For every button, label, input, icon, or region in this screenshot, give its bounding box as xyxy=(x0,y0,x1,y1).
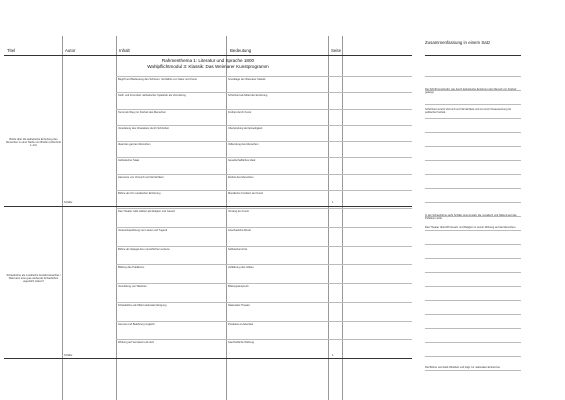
summary-row-line xyxy=(425,370,521,371)
summary-row-line xyxy=(425,146,521,147)
row-line xyxy=(116,92,412,93)
column-divider xyxy=(328,36,329,400)
group-separator xyxy=(4,206,412,207)
inhalt-cell: Veredelung des Charakters durch Schönheit xyxy=(118,126,169,130)
column-divider xyxy=(226,36,227,400)
row-line xyxy=(116,321,412,322)
column-divider xyxy=(116,36,117,400)
document-table xyxy=(4,36,412,400)
bedeutung-cell: Aufklärung des Volkes xyxy=(228,266,254,270)
inhalt-cell: Bildung des Publikums xyxy=(118,266,145,270)
summary-row-line xyxy=(425,118,521,119)
inhalt-cell: Genuss und Belehrung zugleich xyxy=(118,322,155,326)
inhalt-cell: Bühne als Spiegel des menschlichen Lebens xyxy=(118,247,170,251)
summary-row-line xyxy=(425,328,521,329)
summary-header-border xyxy=(425,55,521,56)
bedeutung-cell: Grundlage der Weimarer Klassik xyxy=(228,78,266,81)
titel-cell-group-1: Briefe über die ästhetische Erziehung des Menschen in einer Reihe von Briefen (Abschnitt 1–10) xyxy=(6,138,61,148)
summary-row-line xyxy=(425,230,521,231)
summary-row-line xyxy=(425,300,521,301)
row-line xyxy=(116,76,412,77)
inhalt-cell: Begriff und Bedeutung des Schönen; Verhältnis von Natur und Kunst xyxy=(118,78,197,81)
bedeutung-cell: Schönheit als Mittel der Erziehung xyxy=(228,94,268,98)
inhalt-cell: Das Theater wirkt stärker als Religion und Gesetz xyxy=(118,210,176,213)
row-line xyxy=(116,174,412,175)
bedeutung-cell: Selbsterkenntnis xyxy=(228,247,248,251)
autor-cell-group-1: Schiller xyxy=(64,201,73,204)
inhalt-cell: Stoff- und Formtrieb; ästhetischer Spieltrieb als Vermittlung xyxy=(118,94,186,98)
summary-row-line xyxy=(425,202,521,203)
summary-row-line xyxy=(425,90,521,91)
summary-row-line xyxy=(425,104,521,105)
summary-row-line xyxy=(425,342,521,343)
bedeutung-cell: Vollendung des Menschen xyxy=(228,143,259,146)
bedeutung-cell: Moralische Funktion der Kunst xyxy=(228,191,264,195)
summary-row-line xyxy=(425,132,521,133)
summary-column xyxy=(425,36,521,400)
bedeutung-cell: Einheit des Menschen xyxy=(228,175,254,179)
inhalt-cell: Ideal des ganzen Menschen xyxy=(118,143,151,146)
group-separator xyxy=(4,358,412,359)
inhalt-cell: Vermittlung von Weisheit xyxy=(118,285,147,288)
row-line xyxy=(116,246,412,247)
inhalt-cell: Wirkung auf Verstand und Herz xyxy=(118,341,155,345)
summary-row-line xyxy=(425,286,521,287)
summary-row-line xyxy=(425,216,521,217)
titel-cell-group-2: Schaubühne als moralische Anstalt betrachtet / Was kann eine gute stehende Schaubühne eigentlich wirken? xyxy=(6,274,61,284)
inhalt-cell: Kunst als Weg zur Freiheit des Menschen xyxy=(118,110,166,114)
header-seite: Seite xyxy=(331,48,342,53)
header-zusammenfassung: Zusammenfassung in einem Satz xyxy=(425,40,491,45)
row-line xyxy=(116,109,412,110)
summary-row-line xyxy=(425,76,521,77)
bedeutung-cell: Gesellschaftliches Ideal xyxy=(228,159,256,163)
inhalt-cell: Veranschaulichung von Laster und Tugend xyxy=(118,228,168,232)
summary-row-line xyxy=(425,174,521,175)
inhalt-cell: Bühne als Ort moralischer Erziehung xyxy=(118,191,161,195)
row-line xyxy=(116,190,412,191)
bedeutung-cell: Überwindung der Einseitigkeit xyxy=(228,126,263,130)
summary-row-line xyxy=(425,188,521,189)
header-inhalt: Inhalt xyxy=(119,48,130,53)
summary-row-line xyxy=(425,272,521,273)
module-title-1: Rahmenthema 1: Literatur und Sprache 1800 xyxy=(161,58,255,63)
header-bottom-border xyxy=(4,55,412,56)
row-line xyxy=(116,208,412,209)
row-line xyxy=(116,157,412,158)
summary-row-line xyxy=(425,356,521,357)
header-titel: Titel xyxy=(7,48,16,53)
bedeutung-cell: Anschauliche Moral xyxy=(228,228,251,232)
inhalt-cell: Ästhetischer Staat xyxy=(118,159,140,163)
bedeutung-cell: Ganzheitliche Wirkung xyxy=(228,341,254,345)
row-line xyxy=(116,264,412,265)
module-title-2: Wahlpflichtmodul 3: Klassik: Das Weimarer Kunstprogramm xyxy=(147,64,269,69)
row-line xyxy=(116,125,412,126)
bedeutung-cell: Prodesse et delectare xyxy=(228,322,254,326)
bedeutung-cell: Nationales Theater xyxy=(228,303,250,307)
summary-text-1: Die Schrift beschreibt, wie durch ästhetische Erziehung der Mensch zur Freiheit gelangt. xyxy=(425,88,517,95)
row-line xyxy=(116,302,412,303)
seite-cell-2: 1 xyxy=(332,354,334,357)
summary-row-line xyxy=(425,258,521,259)
bedeutung-cell: Vorrang der Kunst xyxy=(228,210,249,213)
header-autor: Autor xyxy=(65,48,76,53)
autor-cell-group-2: Schiller xyxy=(64,354,73,357)
summary-row-line xyxy=(425,244,521,245)
inhalt-cell: Schaubühne als Mittel nationaler Einigung xyxy=(118,303,167,307)
row-line xyxy=(116,141,412,142)
row-line xyxy=(116,227,412,228)
summary-text-2: Schönheit vereint Vernunft und Sinnlichkeit und ist somit Voraussetzung für politische Freiheit. xyxy=(425,108,512,115)
bedeutung-cell: Bildungsanspruch xyxy=(228,285,249,288)
summary-row-line xyxy=(425,160,521,161)
bedeutung-cell: Freiheit durch Kunst xyxy=(228,110,252,114)
inhalt-cell: Harmonie von Vernunft und Sinnlichkeit xyxy=(118,175,164,179)
column-divider xyxy=(62,36,63,400)
summary-text-5: Die Bühne vermittelt Weisheit und trägt zur nationalen Einheit bei. xyxy=(425,366,501,369)
summary-row-line xyxy=(425,314,521,315)
summary-text-4: Das Theater übertrifft Gesetz und Religion in seiner Wirkung auf die Menschen. xyxy=(425,226,517,229)
row-line xyxy=(116,339,412,340)
header-bedeutung: Bedeutung xyxy=(230,48,252,53)
summary-text-3: In der Schaubühne sieht Schiller eine Anstalt, die moralisch und bildend auf das Publikum wirkt. xyxy=(425,214,517,221)
column-divider xyxy=(342,36,343,400)
row-line xyxy=(116,283,412,284)
seite-cell-1: 1 xyxy=(332,201,334,204)
